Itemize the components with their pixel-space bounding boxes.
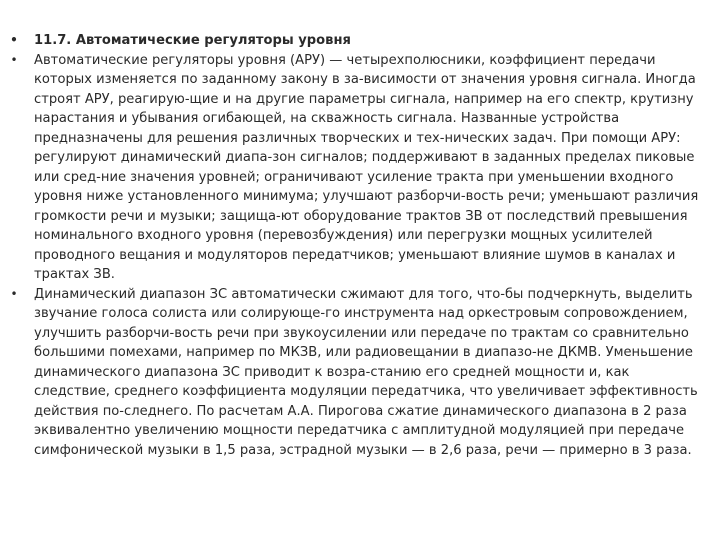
bullet-dot-icon: • bbox=[10, 33, 18, 47]
bullet-item-definition bbox=[8, 51, 708, 285]
bullet-list bbox=[8, 31, 708, 460]
paragraph-text: Автоматические регуляторы уровня (АРУ) — четырехполюсники, коэффициент передачи которых изменяется по заданному закону в за-висимости от значения уровня сигнала. Иногда строят АРУ, реагирую-щие и на другие параметры сигнала, например на его спектр, крутизну нарастания и убывания огибающей, на скважность сигнала. Названные устройства предназначены для решения различных творческих и тех-нических задач. При помощи АРУ: регулируют динамический диапа-зон сигналов; поддерживают в заданных пределах пиковые или сред-ние значения уровней; ограничивают усиление тракта при уменьшении входного уровня ниже установленного минимума; улучшают разборчи-вость речи; уменьшают различия громкости речи и музыки; защища-ют оборудование трактов ЗВ от последствий превышения номинального входного уровня (перевозбуждения) или перегрузки мощных усилителей проводного вещания и модуляторов передатчиков; уменьшают влияние шумов в каналах и трактах ЗВ. bbox=[34, 52, 699, 282]
section-heading: 11.7. Автоматические регуляторы уровня bbox=[34, 33, 351, 48]
paragraph-text: Динамический диапазон ЗС автоматически сжимают для того, что-бы подчеркнуть, выделить звучание голоса солиста или солирующе-го инструмента над оркестровым сопровождением, улучшить разборчи-вость речи при звукоусилении или передаче по трактам со сравнительно большими помехами, например по МКЗВ, или радиовещании в диапазо-не ДКМВ. Уменьшение динамического диапазона ЗС приводит к возра-станию его средней мощности и, как следствие, среднего коэффициента модуляции передатчика, что увеличивает эффективность действия по-следнего. По расчетам А.А. Пирогова сжатие динамического диапазона в 2 раза эквивалентно увеличению мощности передатчика с амплитудной модуляцией при передаче симфонической музыки в 1,5 раза, эстрадной музыки — в 2,6 раза, речи — примерно в 3 раза. bbox=[34, 286, 698, 458]
bullet-item-dynamic-range bbox=[8, 285, 708, 461]
bullet-item-heading bbox=[8, 31, 708, 51]
bullet-dot-icon: • bbox=[10, 286, 18, 301]
bullet-dot-icon: • bbox=[10, 52, 18, 67]
